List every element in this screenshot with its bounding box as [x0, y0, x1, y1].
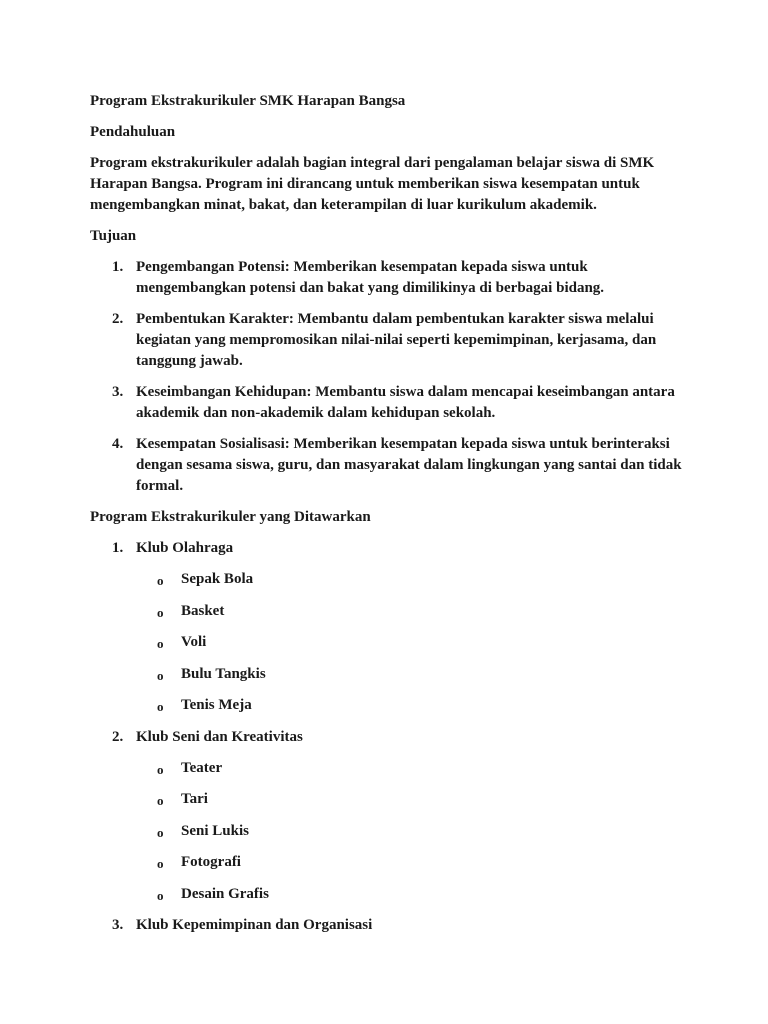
club-number: 2. [112, 728, 124, 745]
intro-paragraph: Program ekstrakurikuler adalah bagian integral dari pengalaman belajar siswa di SMK Harapan Bangsa. Program ini dirancang untuk memberikan siswa kesempatan untuk mengembangkan minat, bakat, dan keterampilan di luar kurikulum akademik. [90, 155, 655, 213]
activity-label: Tenis Meja [181, 697, 252, 713]
activity-item [136, 601, 690, 622]
club-name: Klub Olahraga [136, 540, 234, 556]
goals-list [90, 257, 690, 497]
activity-item [136, 884, 690, 905]
activity-item [136, 664, 690, 685]
club-activities-list [136, 758, 690, 905]
activity-label: Desain Grafis [181, 885, 269, 902]
activity-label: Seni Lukis [181, 822, 249, 839]
circle-bullet-icon: o [157, 793, 164, 808]
circle-bullet-icon: o [157, 667, 164, 683]
activity-item [136, 852, 690, 873]
circle-bullet-icon: o [157, 636, 164, 651]
circle-bullet-icon: o [157, 887, 164, 903]
goal-text: Pengembangan Potensi: Memberikan kesempatan kepada siswa untuk mengembangkan potensi dan bakat yang dimilikinya di berbagai bidang. [136, 259, 605, 296]
activity-label: Voli [181, 634, 207, 650]
activity-item [136, 789, 690, 810]
circle-bullet-icon: o [157, 856, 164, 871]
club-item-sports [90, 538, 690, 716]
activity-item [136, 758, 690, 779]
activity-item [136, 821, 690, 842]
activity-label: Tari [181, 791, 208, 807]
goal-text: Pembentukan Karakter: Membantu dalam pembentukan karakter siswa melalui kegiatan yang mempromosikan nilai-nilai seperti kepemimpinan, kerjasama, dan tanggung jawab. [136, 311, 657, 369]
goals-heading: Tujuan [90, 228, 137, 244]
circle-bullet-icon: o [157, 699, 164, 714]
activity-item [136, 569, 690, 590]
club-name: Klub Kepemimpinan dan Organisasi [136, 917, 373, 933]
goal-text: Kesempatan Sosialisasi: Memberikan kesempatan kepada siswa untuk berinteraksi dengan sesama siswa, guru, dan masyarakat dalam lingkungan yang santai dan tidak formal. [136, 436, 682, 494]
club-name: Klub Seni dan Kreativitas [136, 728, 303, 745]
circle-bullet-icon: o [157, 824, 164, 840]
club-item-leadership [90, 915, 690, 936]
goal-item [90, 434, 690, 497]
activity-item [136, 632, 690, 653]
goal-number: 1. [112, 259, 124, 275]
activity-label: Fotografi [181, 854, 241, 870]
activity-label: Teater [181, 759, 223, 776]
club-number: 1. [112, 540, 124, 556]
activity-label: Basket [181, 602, 225, 619]
club-item-arts [90, 727, 690, 905]
circle-bullet-icon: o [157, 604, 164, 620]
circle-bullet-icon: o [157, 761, 164, 777]
goal-item [90, 257, 690, 299]
club-number: 3. [112, 917, 124, 933]
circle-bullet-icon: o [157, 573, 164, 588]
clubs-list [90, 538, 690, 936]
goal-item [90, 382, 690, 424]
activity-label: Sepak Bola [181, 571, 254, 587]
goal-item [90, 309, 690, 372]
document-page [90, 91, 690, 946]
goal-text: Keseimbangan Kehidupan: Membantu siswa dalam mencapai keseimbangan antara akademik dan non-akademik dalam kehidupan sekolah. [136, 384, 675, 421]
activity-item [136, 695, 690, 716]
goal-number: 4. [112, 436, 124, 452]
goal-number: 3. [112, 384, 124, 400]
programs-heading: Program Ekstrakurikuler yang Ditawarkan [90, 509, 371, 525]
goal-number: 2. [112, 311, 124, 327]
document-title: Program Ekstrakurikuler SMK Harapan Bangsa [90, 93, 406, 109]
club-activities-list [136, 569, 690, 716]
activity-label: Bulu Tangkis [181, 665, 266, 682]
intro-heading: Pendahuluan [90, 124, 176, 140]
